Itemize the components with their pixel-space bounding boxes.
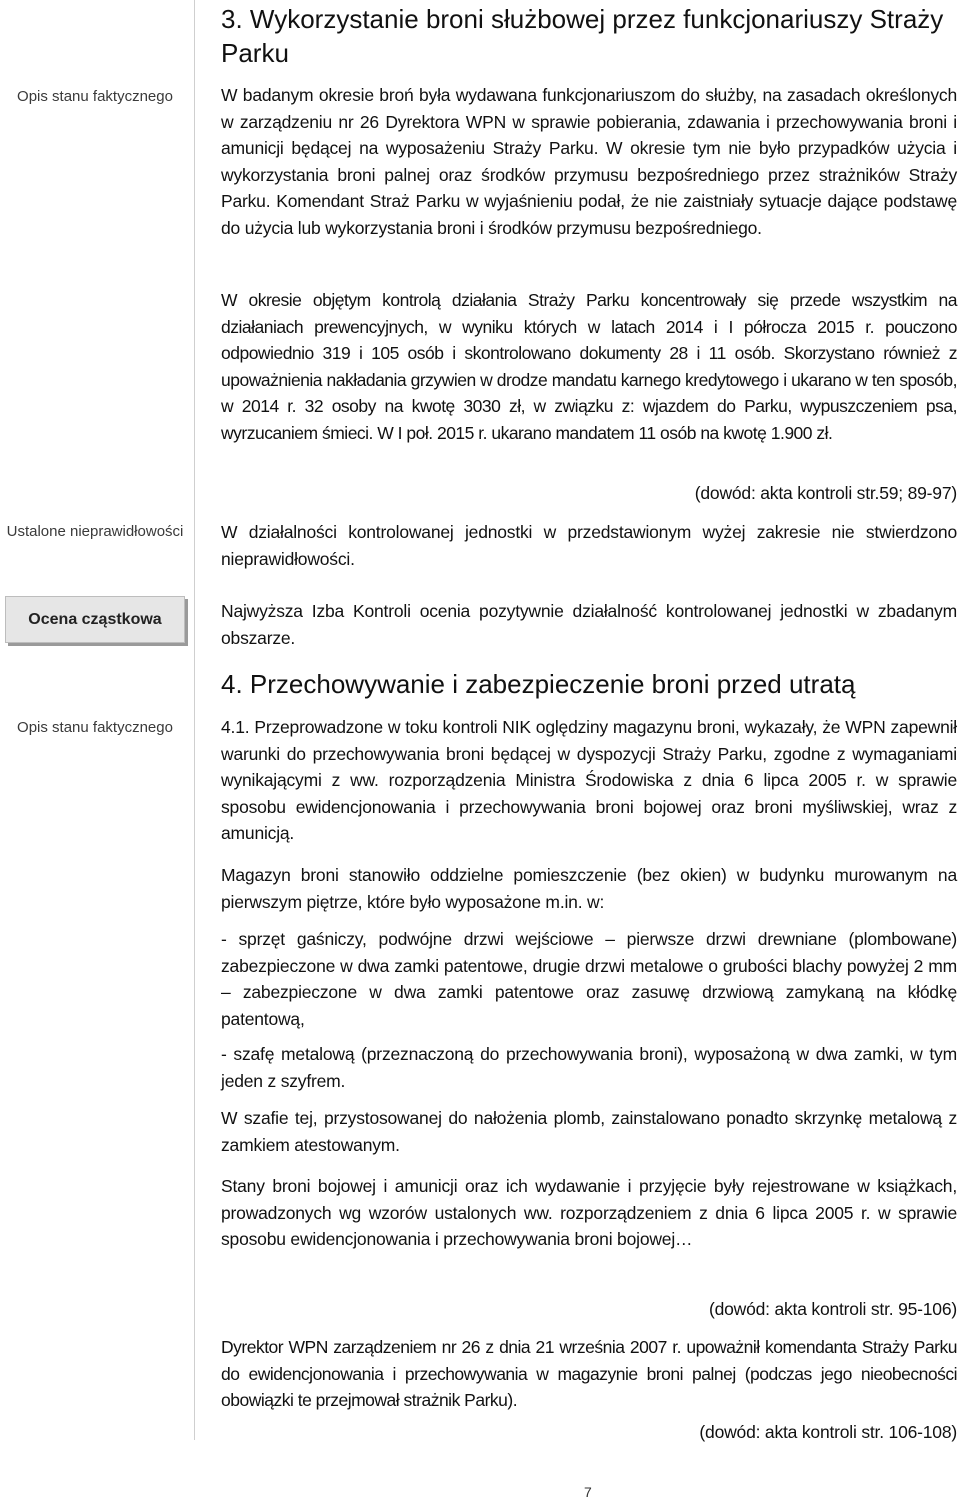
section3-paragraph-2: W okresie objętym kontrolą działania Straży Parku koncentrowały się przede wszystkim na działaniach prewencyjnych, w wyniku których w latach 2014 i I półrocza 2015 r. pouczono odpowiednio 319 i 105 osób i skontrolowano dokumenty 28 i 11 osób. Skorzystano również z upoważnienia nakładania grzywien w drodze mandatu karnego kredytowego i ukarano w ten sposób, w 2014 r. 32 osoby na kwotę 3030 zł, w związku z: wjazdem do Parku, wypuszczeniem psa, wyrzucaniem śmieci. W I poł. 2015 r. ukarano mandatem 11 osób na kwotę 1.900 zł. [221, 290, 957, 443]
sidebar-label-opis-stanu-2: Opis stanu faktycznego [17, 719, 173, 736]
sidebar-ocena-label: Ocena cząstkowa [28, 610, 162, 628]
section3-assessment: Najwyższa Izba Kontroli ocenia pozytywnie działalność kontrolowanej jednostki w zbadanym obszarze. [221, 601, 957, 648]
section4-paragraph-2: Magazyn broni stanowiło oddzielne pomieszczenie (bez okien) w budynku murowanym na pierwszym piętrze, które było wyposażone m.in. w: [221, 865, 957, 912]
section3-paragraph-1: W badanym okresie broń była wydawana funkcjonariuszom do służby, na zasadach określonych w zarządzeniu nr 26 Dyrektora WPN w sprawie pobierania, zdawania i przechowywania broni i amunicji będącej na wyposażeniu Straży Parku. W okresie tym nie było przypadków użycia i wykorzystania broni palnej oraz środków przymusu bezpośredniego przez strażników Straży Parku. Komendant Straż Parku w wyjaśnieniu podał, że nie zaistniały sytuacje dające podstawę do użycia lub wykorzystania broni i środków przymusu bezpośredniego. [221, 85, 957, 238]
sidebar-label-opis-stanu: Opis stanu faktycznego [17, 88, 173, 105]
section4-paragraph-4: Stany broni bojowej i amunicji oraz ich wydawanie i przyjęcie były rejestrowane w książkach, prowadzonych wg wzorów ustalonych ww. rozporządzeniem z dnia 6 lipca 2005 r. w sprawie sposobu ewidencjonowania i przechowywania broni bojowej… [221, 1176, 957, 1249]
section4-list-item-1: - sprzęt gaśniczy, podwójne drzwi wejściowe – pierwsze drzwi drewniane (plombowane) zabezpieczone w dwa zamki patentowe, drugie drzwi metalowe o grubości blachy powyżej 2 mm – zabezpieczone w dwa zamki patentowe oraz zasuwę drzwiową zamykaną na kłódkę patentową, [221, 929, 957, 1029]
section4-paragraph-3: W szafie tej, przystosowanej do nałożenia plomb, zainstalowano ponadto skrzynkę metalową z zamkiem atestowanym. [221, 1108, 957, 1155]
section4-list-item-2: - szafę metalową (przeznaczoną do przechowywania broni), wyposażoną w dwa zamki, w tym jeden z szyfrem. [221, 1044, 957, 1091]
section4-title: 4. Przechowywanie i zabezpieczenie broni przed utratą [221, 669, 856, 699]
section4-evidence-1: (dowód: akta kontroli str. 95-106) [708, 1299, 957, 1319]
section4-evidence-2: (dowód: akta kontroli str. 106-108) [699, 1422, 957, 1442]
section4-paragraph-1: 4.1. Przeprowadzone w toku kontroli NIK oględziny magazynu broni, wykazały, że WPN zapewnił warunki do przechowywania broni będącej w dyspozycji Straży Parku, zgodne z wymaganiami wynikającymi z ww. rozporządzenia Ministra Środowiska z dnia 6 lipca 2005 r. w sprawie sposobu ewidencjonowania i przechowywania broni bojowej oraz broni myśliwskiej, wraz z amunicją. [221, 717, 957, 843]
sidebar-ocena-box [5, 596, 185, 643]
margin-divider [194, 0, 195, 1440]
page-number: 7 [584, 1484, 592, 1500]
sidebar-label-ustalone: Ustalone nieprawidłowości [6, 523, 184, 540]
section3-evidence: (dowód: akta kontroli str.59; 89-97) [694, 483, 957, 503]
section3-title: 3. Wykorzystanie broni służbowej przez funkcjonariuszy Straży Parku [221, 4, 944, 68]
section3-irregularities: W działalności kontrolowanej jednostki w przedstawionym wyżej zakresie nie stwierdzono nieprawidłowości. [221, 522, 957, 569]
section4-paragraph-5: Dyrektor WPN zarządzeniem nr 26 z dnia 21 września 2007 r. upoważnił komendanta Straży Parku do ewidencjonowania i przechowywania w magazynie broni palnej (podczas jego nieobecności obowiązki te przejmował strażnik Parku). [221, 1337, 957, 1410]
